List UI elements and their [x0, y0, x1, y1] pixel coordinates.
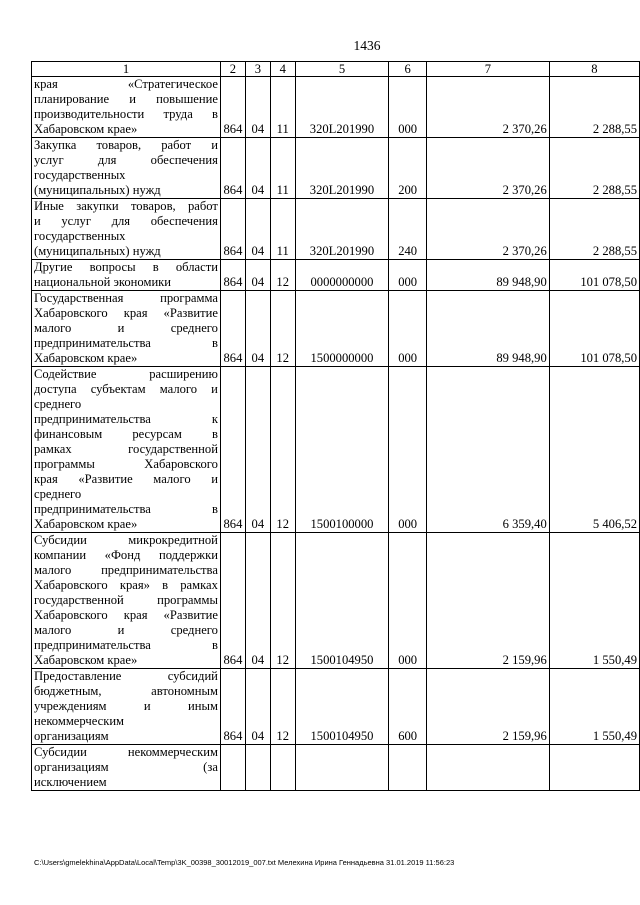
description-line: среднего: [34, 397, 82, 411]
target-article-cell: 1500000000: [295, 291, 389, 367]
row-description: [32, 77, 221, 138]
budget-table: [31, 61, 640, 791]
description-line: Субсидии некоммерческим: [34, 745, 218, 759]
row-description: [32, 138, 221, 199]
amount-col8-cell: 2 288,55: [549, 199, 639, 260]
description-line: бюджетным, автономным: [34, 684, 218, 698]
target-article-cell: 0000000000: [295, 260, 389, 291]
section-code-cell: 04: [245, 291, 270, 367]
subsection-code-cell: 12: [270, 260, 295, 291]
amount-col7-cell: 2 370,26: [427, 77, 550, 138]
amount-col7-cell: 2 159,96: [427, 533, 550, 669]
amount-col8-cell: [549, 745, 639, 791]
amount-col8-cell: 101 078,50: [549, 260, 639, 291]
description-line: государственных: [34, 229, 126, 243]
target-article-cell: 320L201990: [295, 138, 389, 199]
grbs-code-cell: 864: [220, 199, 245, 260]
header-cell: 2: [220, 62, 245, 77]
grbs-code-cell: 864: [220, 138, 245, 199]
target-article-cell: 1500104950: [295, 669, 389, 745]
section-code-cell: 04: [245, 77, 270, 138]
header-cell: 5: [295, 62, 389, 77]
header-cell: 1: [32, 62, 221, 77]
amount-col8-cell: 2 288,55: [549, 77, 639, 138]
description-line: Хабаровского края» в рамках: [34, 578, 218, 592]
table-row: [32, 533, 640, 669]
table-row: [32, 745, 640, 791]
description-line: края «Развитие малого и: [34, 472, 218, 486]
description-line: Хабаровском крае»: [34, 653, 138, 667]
row-description: [32, 260, 221, 291]
description-line: Закупка товаров, работ и: [34, 138, 218, 152]
description-line: программы Хабаровского: [34, 457, 218, 471]
amount-col8-cell: 5 406,52: [549, 367, 639, 533]
expense-type-cell: 000: [389, 367, 427, 533]
description-line: среднего: [34, 487, 82, 501]
row-description: [32, 291, 221, 367]
description-line: национальной экономики: [34, 275, 172, 289]
description-line: предпринимательства в: [34, 638, 218, 652]
row-description: [32, 367, 221, 533]
table-row: [32, 669, 640, 745]
description-line: планирование и повышение: [34, 92, 218, 106]
section-code-cell: 04: [245, 199, 270, 260]
section-code-cell: 04: [245, 260, 270, 291]
row-description: [32, 669, 221, 745]
amount-col7-cell: 89 948,90: [427, 291, 550, 367]
description-line: государственной программы: [34, 593, 218, 607]
target-article-cell: 1500104950: [295, 533, 389, 669]
amount-col7-cell: 6 359,40: [427, 367, 550, 533]
table-row: [32, 199, 640, 260]
table-header-row: [32, 62, 640, 77]
description-line: Государственная программа: [34, 291, 218, 305]
description-line: производительности труда в: [34, 107, 218, 121]
description-line: Субсидии микрокредитной: [34, 533, 218, 547]
section-code-cell: 04: [245, 669, 270, 745]
subsection-code-cell: [270, 745, 295, 791]
file-path-footer: C:\Users\gmelekhina\AppData\Local\Temp\3K_00398_30012019_007.txt Мелехина Ирина Геннадьевна 31.01.2019 11:56:23: [34, 858, 455, 867]
description-line: исключением: [34, 775, 107, 789]
table-row: [32, 367, 640, 533]
description-line: организациям (за: [34, 760, 218, 774]
table-row: [32, 291, 640, 367]
table-row: [32, 138, 640, 199]
subsection-code-cell: 12: [270, 533, 295, 669]
description-line: края «Стратегическое: [34, 77, 218, 91]
header-cell: 3: [245, 62, 270, 77]
description-line: Другие вопросы в области: [34, 260, 218, 274]
grbs-code-cell: [220, 745, 245, 791]
description-line: услуг для обеспечения: [34, 153, 218, 167]
amount-col8-cell: 1 550,49: [549, 533, 639, 669]
subsection-code-cell: 12: [270, 291, 295, 367]
section-code-cell: 04: [245, 138, 270, 199]
subsection-code-cell: 11: [270, 138, 295, 199]
expense-type-cell: 000: [389, 291, 427, 367]
expense-type-cell: 240: [389, 199, 427, 260]
description-line: Хабаровском крае»: [34, 351, 138, 365]
page-number: 1436: [353, 38, 381, 53]
section-code-cell: 04: [245, 367, 270, 533]
subsection-code-cell: 11: [270, 199, 295, 260]
amount-col8-cell: 101 078,50: [549, 291, 639, 367]
target-article-cell: 1500100000: [295, 367, 389, 533]
description-line: предпринимательства к: [34, 412, 218, 426]
description-line: (муниципальных) нужд: [34, 244, 161, 258]
description-line: (муниципальных) нужд: [34, 183, 161, 197]
target-article-cell: [295, 745, 389, 791]
expense-type-cell: 200: [389, 138, 427, 199]
description-line: организациям: [34, 729, 109, 743]
table-row: [32, 260, 640, 291]
grbs-code-cell: 864: [220, 291, 245, 367]
target-article-cell: 320L201990: [295, 77, 389, 138]
description-line: компании «Фонд поддержки: [34, 548, 218, 562]
description-line: финансовым ресурсам в: [34, 427, 218, 441]
expense-type-cell: [389, 745, 427, 791]
table-row: [32, 77, 640, 138]
description-line: Хабаровском крае»: [34, 517, 138, 531]
description-line: предпринимательства в: [34, 502, 218, 516]
grbs-code-cell: 864: [220, 77, 245, 138]
description-line: рамках государственной: [34, 442, 218, 456]
description-line: малого и среднего: [34, 321, 218, 335]
header-cell: 7: [427, 62, 550, 77]
header-cell: 6: [389, 62, 427, 77]
amount-col8-cell: 1 550,49: [549, 669, 639, 745]
amount-col7-cell: 2 370,26: [427, 199, 550, 260]
amount-col7-cell: 89 948,90: [427, 260, 550, 291]
description-line: Хабаровском крае»: [34, 122, 138, 136]
description-line: государственных: [34, 168, 126, 182]
expense-type-cell: 000: [389, 260, 427, 291]
description-line: предпринимательства в: [34, 336, 218, 350]
target-article-cell: 320L201990: [295, 199, 389, 260]
description-line: Содействие расширению: [34, 367, 218, 381]
row-description: [32, 745, 221, 791]
row-description: [32, 533, 221, 669]
grbs-code-cell: 864: [220, 260, 245, 291]
description-line: малого и среднего: [34, 623, 218, 637]
subsection-code-cell: 12: [270, 669, 295, 745]
row-description: [32, 199, 221, 260]
description-line: доступа субъектам малого и: [34, 382, 218, 396]
header-cell: 8: [549, 62, 639, 77]
header-cell: 4: [270, 62, 295, 77]
amount-col8-cell: 2 288,55: [549, 138, 639, 199]
description-line: Хабаровского края «Развитие: [34, 608, 218, 622]
amount-col7-cell: [427, 745, 550, 791]
expense-type-cell: 000: [389, 77, 427, 138]
grbs-code-cell: 864: [220, 669, 245, 745]
amount-col7-cell: 2 370,26: [427, 138, 550, 199]
section-code-cell: [245, 745, 270, 791]
subsection-code-cell: 11: [270, 77, 295, 138]
grbs-code-cell: 864: [220, 367, 245, 533]
expense-type-cell: 600: [389, 669, 427, 745]
description-line: Хабаровского края «Развитие: [34, 306, 218, 320]
section-code-cell: 04: [245, 533, 270, 669]
description-line: некоммерческим: [34, 714, 125, 728]
grbs-code-cell: 864: [220, 533, 245, 669]
expense-type-cell: 000: [389, 533, 427, 669]
amount-col7-cell: 2 159,96: [427, 669, 550, 745]
description-line: малого предпринимательства: [34, 563, 218, 577]
description-line: Иные закупки товаров, работ: [34, 199, 218, 213]
description-line: учреждениям и иным: [34, 699, 218, 713]
description-line: и услуг для обеспечения: [34, 214, 218, 228]
subsection-code-cell: 12: [270, 367, 295, 533]
description-line: Предоставление субсидий: [34, 669, 218, 683]
